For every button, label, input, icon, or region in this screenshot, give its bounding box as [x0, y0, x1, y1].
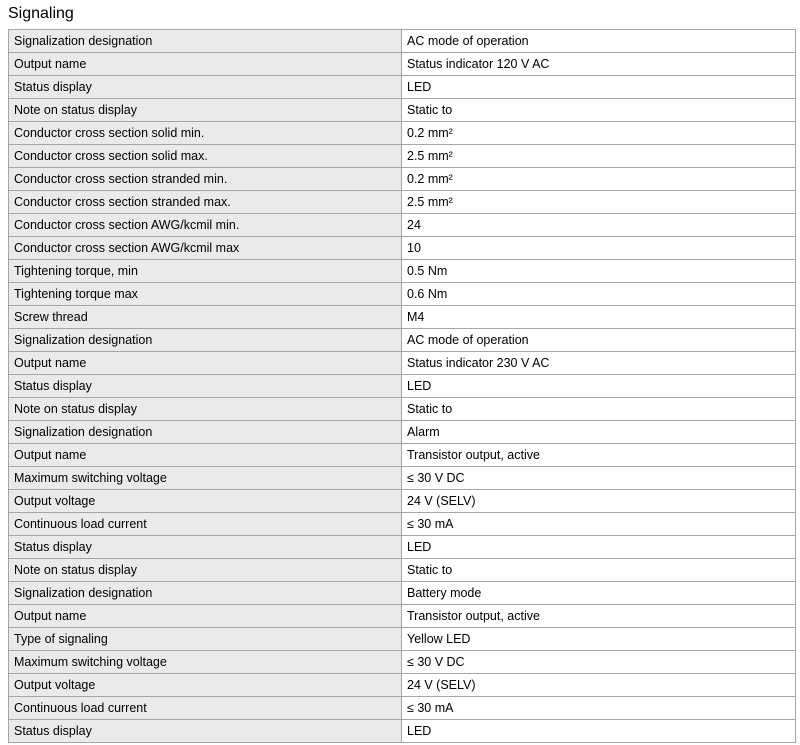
spec-value-cell: Transistor output, active [402, 444, 796, 467]
spec-label-cell: Output name [9, 352, 402, 375]
spec-label-cell: Conductor cross section stranded max. [9, 191, 402, 214]
spec-label-cell: Screw thread [9, 306, 402, 329]
spec-value-cell: 2.5 mm² [402, 191, 796, 214]
spec-value-cell: Transistor output, active [402, 605, 796, 628]
spec-value-cell: 24 V (SELV) [402, 674, 796, 697]
spec-label-cell: Output name [9, 53, 402, 76]
table-row [9, 674, 796, 697]
spec-value-cell: Static to [402, 99, 796, 122]
spec-value-cell: 0.6 Nm [402, 283, 796, 306]
spec-label-cell: Maximum switching voltage [9, 467, 402, 490]
spec-label-cell: Continuous load current [9, 697, 402, 720]
table-row [9, 76, 796, 99]
table-row [9, 145, 796, 168]
spec-label-cell: Status display [9, 375, 402, 398]
spec-label-cell: Type of signaling [9, 628, 402, 651]
table-row [9, 490, 796, 513]
table-row [9, 30, 796, 53]
spec-label-cell: Output name [9, 444, 402, 467]
spec-value-cell: M4 [402, 306, 796, 329]
spec-label-cell: Conductor cross section AWG/kcmil max [9, 237, 402, 260]
spec-label-cell: Output name [9, 605, 402, 628]
spec-value-cell: LED [402, 375, 796, 398]
table-row [9, 398, 796, 421]
table-row [9, 260, 796, 283]
spec-value-cell: AC mode of operation [402, 30, 796, 53]
spec-label-cell: Signalization designation [9, 582, 402, 605]
table-row [9, 122, 796, 145]
table-row [9, 214, 796, 237]
signaling-spec-table [8, 29, 796, 743]
table-row [9, 444, 796, 467]
spec-label-cell: Conductor cross section stranded min. [9, 168, 402, 191]
table-row [9, 559, 796, 582]
spec-value-cell: Yellow LED [402, 628, 796, 651]
table-row [9, 536, 796, 559]
spec-value-cell: Alarm [402, 421, 796, 444]
spec-value-cell: ≤ 30 mA [402, 513, 796, 536]
spec-value-cell: ≤ 30 mA [402, 697, 796, 720]
spec-label-cell: Output voltage [9, 490, 402, 513]
table-row [9, 467, 796, 490]
table-row [9, 99, 796, 122]
spec-value-cell: LED [402, 720, 796, 743]
spec-label-cell: Signalization designation [9, 421, 402, 444]
spec-label-cell: Status display [9, 720, 402, 743]
table-row [9, 375, 796, 398]
table-row [9, 628, 796, 651]
spec-value-cell: Battery mode [402, 582, 796, 605]
table-row [9, 237, 796, 260]
spec-value-cell: Static to [402, 398, 796, 421]
spec-value-cell: Status indicator 120 V AC [402, 53, 796, 76]
spec-label-cell: Continuous load current [9, 513, 402, 536]
spec-value-cell: AC mode of operation [402, 329, 796, 352]
spec-label-cell: Signalization designation [9, 30, 402, 53]
spec-value-cell: 24 V (SELV) [402, 490, 796, 513]
table-row [9, 306, 796, 329]
spec-table-body [9, 30, 796, 743]
spec-value-cell: 0.2 mm² [402, 122, 796, 145]
spec-value-cell: LED [402, 536, 796, 559]
spec-label-cell: Conductor cross section solid min. [9, 122, 402, 145]
spec-label-cell: Tightening torque max [9, 283, 402, 306]
spec-label-cell: Note on status display [9, 559, 402, 582]
spec-label-cell: Output voltage [9, 674, 402, 697]
spec-label-cell: Note on status display [9, 99, 402, 122]
table-row [9, 720, 796, 743]
table-row [9, 582, 796, 605]
table-row [9, 605, 796, 628]
table-row [9, 329, 796, 352]
table-row [9, 53, 796, 76]
spec-label-cell: Note on status display [9, 398, 402, 421]
spec-label-cell: Status display [9, 536, 402, 559]
spec-value-cell: ≤ 30 V DC [402, 651, 796, 674]
table-row [9, 283, 796, 306]
table-row [9, 651, 796, 674]
table-row [9, 191, 796, 214]
spec-label-cell: Maximum switching voltage [9, 651, 402, 674]
spec-value-cell: ≤ 30 V DC [402, 467, 796, 490]
spec-label-cell: Conductor cross section AWG/kcmil min. [9, 214, 402, 237]
spec-value-cell: LED [402, 76, 796, 99]
table-row [9, 421, 796, 444]
spec-label-cell: Tightening torque, min [9, 260, 402, 283]
section-title: Signaling [8, 5, 74, 22]
spec-value-cell: 0.5 Nm [402, 260, 796, 283]
spec-label-cell: Signalization designation [9, 329, 402, 352]
table-row [9, 697, 796, 720]
spec-value-cell: 0.2 mm² [402, 168, 796, 191]
spec-label-cell: Conductor cross section solid max. [9, 145, 402, 168]
spec-value-cell: Static to [402, 559, 796, 582]
table-row [9, 352, 796, 375]
spec-label-cell: Status display [9, 76, 402, 99]
spec-value-cell: 24 [402, 214, 796, 237]
spec-value-cell: 2.5 mm² [402, 145, 796, 168]
spec-value-cell: Status indicator 230 V AC [402, 352, 796, 375]
table-row [9, 513, 796, 536]
table-row [9, 168, 796, 191]
spec-value-cell: 10 [402, 237, 796, 260]
